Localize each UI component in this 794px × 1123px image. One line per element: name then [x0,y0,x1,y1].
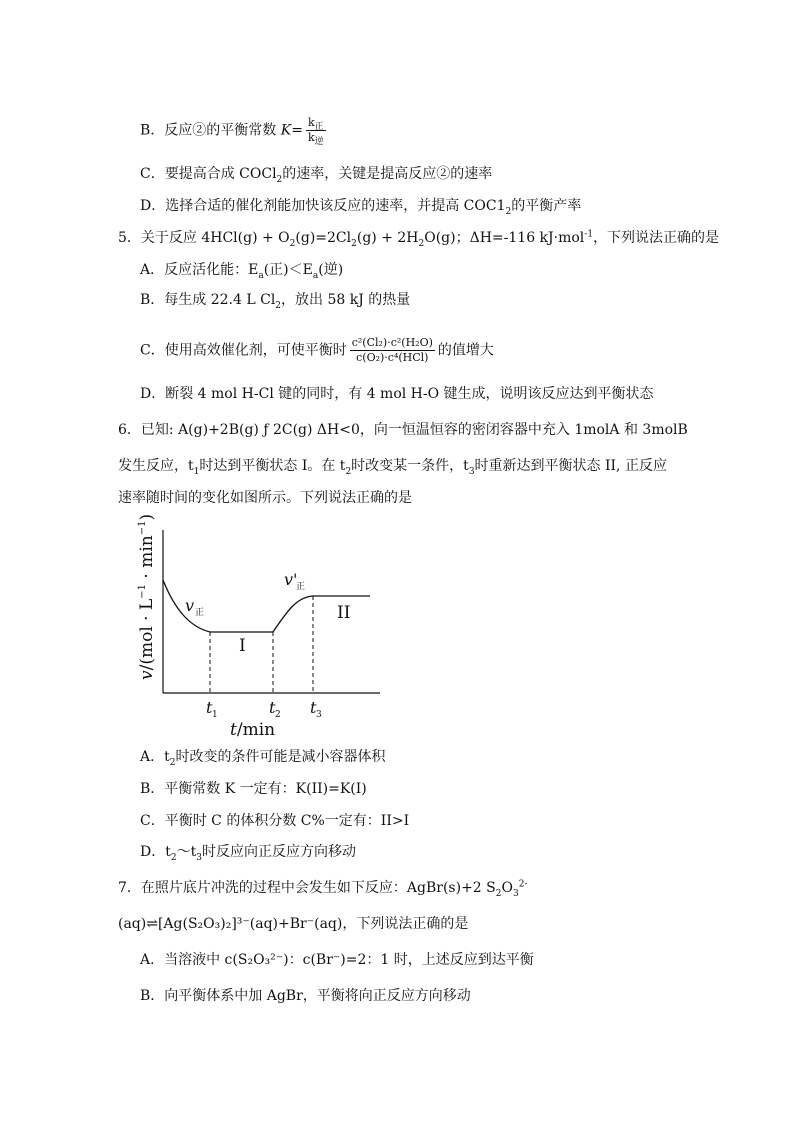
q4-d-rest: 的平衡产率 [511,198,582,214]
q4-b-num-sub: 正 [314,122,324,133]
q5-stem-sup: -1 [584,229,594,240]
q6-d-2: ～t [176,844,197,860]
q5-b-sub: 2 [275,300,282,311]
q4-option-d [140,196,581,216]
q7-option-b [140,986,471,1006]
q7-l1-sup: 2- [518,879,528,890]
q5-c-1: C．使用高效催化剂，可使平衡时 [140,342,347,359]
curve-increasing [273,596,313,632]
q6-line1-text: 6．已知: A(g)+2B(g) ƒ 2C(g) ΔH<0，向一恒温恒容的密闭容器中充入 1molA 和 3molB [118,422,688,438]
q5-option-a [140,260,343,280]
q5-a-sub2: a [312,270,319,281]
q5-stem-a: 5．关于反应 4HCl(g) + O [118,230,290,246]
tick-t3-sub: 3 [316,710,322,720]
q4-b-fraction [306,116,326,148]
q4-b-k: K= [280,122,303,139]
q5-option-b [140,290,410,310]
rate-time-chart [130,513,390,745]
q6-option-a [140,747,385,767]
q7-option-a [140,950,534,970]
q5-a-sub1: a [258,270,264,281]
q6-d-1: D．t [140,844,171,860]
q6-line3-text: 速率随时间的变化如图所示。下列说法正确的是 [118,490,412,506]
q5-c-den: c(O₂)·c⁴(HCl) [356,351,429,364]
q7-l1-b: O [501,880,513,896]
q6-c-text: C．平衡时 C 的体积分数 C%一定有：II>I [140,813,410,829]
q6-a-2: 时改变的条件可能是减小容器体积 [175,749,386,765]
q5-stem-e: ，下列说法正确的是 [593,230,720,246]
tick-t1-sub: 1 [212,710,218,720]
q6-b-text: B．平衡常数 K 一定有：K(II)=K(I) [140,781,367,797]
q7-b-text: B．向平衡体系中加 AgBr，平衡将向正反应方向移动 [140,988,471,1004]
q7-l1-a: 7．在照片底片冲洗的过程中会发生如下反应：AgBr(s)+2 S [118,880,496,896]
q6-d-sub1: 2 [170,852,177,863]
x-axis-label: t/min [230,720,276,740]
q6-l2-b: 时达到平衡状态 I。在 t [199,458,346,474]
q6-line2 [118,456,667,476]
q6-option-b [140,779,367,799]
q4-option-b [140,116,329,148]
tick-t2: t [269,698,276,717]
tick-t1: t [206,698,213,717]
q4-d-sub: 2 [505,206,512,217]
q6-a-sub: 2 [169,757,176,768]
q4-c-rest: 的速率，关键是提高反应②的速率 [282,166,493,182]
q6-l2-sub1: 1 [193,466,200,477]
y-axis-label: $v/(mol \cdot L^{-1} \cdot \min^{-1})$ [137,513,157,680]
label-v-prime-zheng: v' [284,570,298,589]
q6-l2-a: 发生反应，t [118,458,194,474]
q6-l2-sub3: 3 [468,466,475,477]
q6-d-sub2: 3 [196,852,202,863]
q5-stem-d: O(g)；ΔH=-116 kJ·mol [424,230,585,246]
q6-a-1: A．t [140,749,170,765]
q7-line2-text: (aq)⇌[Ag(S₂O₃)₂]³⁻(aq)+Br⁻(aq)，下列说法正确的是 [118,916,469,932]
q7-line1 [118,878,527,898]
region-II: II [337,603,351,623]
tick-t2-sub: 2 [275,710,281,720]
q4-c-sub: 2 [276,174,283,185]
q5-a-2: (正)＜E [263,262,313,278]
q5-a-1: A．反应活化能：E [140,262,259,278]
q5-stem [118,228,719,248]
q5-sub-h2: 2 [418,238,425,249]
q5-stem-c: (g) + 2H [356,230,419,246]
q5-b-1: B．每生成 22.4 L Cl [140,292,276,308]
region-I: I [239,636,246,656]
q6-line1 [118,420,688,440]
q5-a-3: (逆) [318,262,344,278]
q4-option-c [140,164,492,184]
q5-d-text: D．断裂 4 mol H-Cl 键的同时，有 4 mol H-O 键生成，说明该反应达到平衡状态 [140,386,654,402]
q4-c-text: C．要提高合成 COCl [140,166,277,182]
q5-option-d [140,384,654,404]
q7-line2 [118,914,468,934]
q5-c-num: c²(Cl₂)·c²(H₂O) [351,336,433,349]
q4-b-num: k [307,116,315,129]
label-v-zheng-sub: 正 [195,608,205,618]
q5-c-2: 的值增大 [437,342,494,359]
q6-option-d [140,842,356,862]
q5-option-c [140,336,494,365]
label-v-zheng: v [185,596,195,615]
q6-option-c [140,811,409,831]
q4-b-den-sub: 逆 [314,137,324,148]
q7-l1-sub: 2 [495,888,502,899]
q4-b-den: k [307,131,315,144]
q5-b-2: ，放出 58 kJ 的热量 [281,292,411,308]
q6-d-3: 时反应向正反应方向移动 [201,844,356,860]
q7-l1-sub2: 3 [512,888,519,899]
q5-stem-b: (g)=2Cl [295,230,352,246]
tick-t3: t [310,698,317,717]
q5-c-fraction [350,336,435,365]
q4-b-text: B．反应②的平衡常数 [140,122,277,139]
q4-d-text: D．选择合适的催化剂能加快该反应的速率，并提高 COC1 [140,198,506,214]
q5-sub-o2: 2 [289,238,296,249]
q5-sub-cl2: 2 [351,238,357,249]
q6-line3 [118,488,412,508]
q6-l2-sub2: 2 [345,466,352,477]
label-v-prime-zheng-sub: 正 [296,582,306,592]
q7-a-text: A．当溶液中 c(S₂O₃²⁻)：c(Br⁻)=2：1 时，上述反应到达平衡 [140,952,534,968]
q6-l2-c: 时改变某一条件，t [351,458,469,474]
q6-l2-d: 时重新达到平衡状态 II, 正反应 [474,458,667,474]
